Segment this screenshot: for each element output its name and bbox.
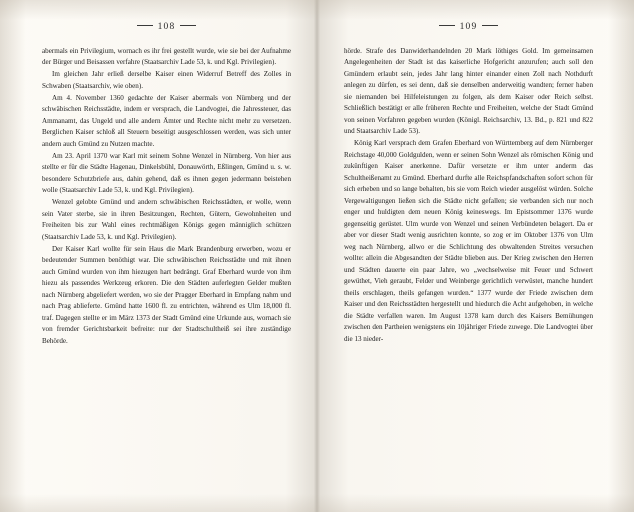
body-text-left bbox=[42, 46, 291, 347]
folio-right bbox=[344, 22, 593, 32]
page-right-edge-shadow bbox=[608, 0, 634, 512]
page-left-edge-shadow bbox=[0, 0, 26, 512]
page-bottom-shadow bbox=[0, 494, 634, 512]
folio-rule-right bbox=[180, 25, 196, 26]
body-text-right bbox=[344, 46, 593, 345]
page-column-right bbox=[344, 22, 593, 492]
page-top-shadow bbox=[0, 0, 634, 20]
folio-left-number: 108 bbox=[157, 22, 176, 32]
paragraph: Am 4. November 1360 gedachte der Kaiser abermals von Nürnberg und der schwäbischen Reichsstädte, indem er versprach, die Landvogtei, die Jahressteuer, das Ammanamt, das Ungeld und alle andern Ämter und Rechte nicht mehr zu versetzen. Berglichen Kaiser schloß all Steuern beseitigt ausgeschlossen werden, was sich unter andern auch Gmünd zu Nutzen machte. bbox=[42, 93, 291, 148]
paragraph: König Karl versprach dem Grafen Eberhard von Württemberg auf dem Nürnberger Reichstage 40,000 Goldgulden, wenn er seinen Sohn Wenzel als römischen König und zukünftigen Kaiser anerkenne. Dafür versetzte er ihm unter anderm das Schultheißenamt zu Gmünd. Eberhard durfte alle Reichspfandschaften sofort schon für sich erheben und so lange behalten, bis sie vom Reich wieder ausgelöst würden. Solche Vergewaltigungen ließen sich die Städte nicht gefallen; sie verbanden sich nur noch enger und huldigten dem neuen König keineswegs. Im Epistsommer 1376 wurde gegenseitig gerüstet. Ulm wurde von Wenzel und seinen Verbündeten belagert. Da er aber vor dieser Stadt wenig ausrichten konnte, so zog er im Oktober 1376 von Ulm weg nach Nürnberg, allwo er die Schlichtung des obwaltenden Streites versuchen wollte: allein die Abgesandten der Städte blieben aus. Der Krieg zwischen den Herren und Städten dauerte ein paar Jahre, wo „wechselweise mit Feuer und Schwert gewüthet, Vieh geraubt, Felder und Weinberge gerichtlich verwüstet, manche hundert theils erschlagen, theils gefangen wurden.“ 1377 wurde der Friede zwischen dem Kaiser und den Reichsstädten hergestellt und hiedurch die Acht aufgehoben, in welche die Städte verfallen waren. Im August 1378 kam durch des Kaisers Bemühungen zwischen den Partheien wenigstens ein 10jähriger Friede zuwege. Die Landvogtei über die 13 nieder- bbox=[344, 139, 593, 343]
folio-rule-left bbox=[137, 25, 153, 26]
paragraph: Wenzel gelobte Gmünd und andern schwäbischen Reichsstädten, er wolle, wenn sein Vater sterbe, sie in ihren Besitzungen, Rechten, Gütern, Gewohnheiten und Freiheiten bis zur Wahl eines rechtmäßigen Königs gegen männiglich schützen (Staatsarchiv Lade 53, k. und Kgl. Privilegien). bbox=[42, 198, 291, 241]
page-column-left bbox=[42, 22, 291, 492]
paragraph: Am 23. April 1370 war Karl mit seinem Sohne Wenzel in Nürnberg. Von hier aus stellte er für die Städte Hagenau, Dinkelsbühl, Donauwörth, Eßlingen, Gmünd u. s. w. besondere Schutzbriefe aus, dahin gehend, daß es ihnen gegen jedermann beistehen wolle (Staatsarchiv Lade 53, k. und Kgl. Privilegien). bbox=[42, 151, 291, 195]
paragraph: hörde. Strafe des Danwiderhandelnden 20 Mark löthiges Gold. Im gemeinsamen Angelegenheiten der Stadt ist das kaiserliche Hofgericht anzurufen; auch soll den Gmündern erlaubt sein, jedes Jahr lang hinter einander einen Zoll nach Nothdurft anlegen zu dürfen, es sei denn, daß sie denselben anderweitig wandten; ferner haben sie niemanden bei Hilfeleistungen zu folgen, als dem Kaiser oder Reich selbst. Schließlich bestätigt er alle früheren Rechte und Freiheiten, welche der Stadt Gmünd von seinen Vorfahren gegeben wurden (Königl. Reichsarchiv, 13. Bd., p. 821 und 822 und Staatsarchiv Lade 53). bbox=[344, 47, 593, 136]
folio-left bbox=[42, 22, 291, 32]
folio-rule-left bbox=[439, 25, 455, 26]
folio-right-number: 109 bbox=[459, 22, 478, 32]
paragraph: Im gleichen Jahr erließ derselbe Kaiser einen Widerruf Betreff des Zolles in Schwaben (Staatsarchiv, wie oben). bbox=[42, 70, 291, 90]
paragraph: abermals ein Privilegium, wornach es ihr frei gestellt wurde, wie sie bei der Aufnahme der Bürger und Beisassen verfahre (Staatsarchiv Lade 53, k. und Kgl. Privilegien). bbox=[42, 47, 291, 67]
folio-rule-right bbox=[482, 25, 498, 26]
paragraph: Der Kaiser Karl wollte für sein Haus die Mark Brandenburg erwerben, wozu er bedeutender Summen benöthigt war. Die schwäbischen Reichsstädte und mit ihnen auch Gmünd wurden von ihm hiezugen hart bedrängt. Graf Eberhard wurde von ihm hiezu als passendes Werkzeug erkoren. Die den Städten auferlegten Gelder mußten nach Nürnberg abgeliefert werden, wo sie der Pragger Eberhard in Empfang nahm und nach Prag ablieferte. Gmünd hatte 1600 fl. zu entrichten, während es Ulm 18,000 fl. traf. Dagegen stellte er im März 1373 der Stadt Gmünd eine Urkunde aus, wornach sie von fremder Gerichtsbarkeit befreite: nur der Stadtschultheiß sei ihre zuständige Behörde. bbox=[42, 244, 291, 345]
